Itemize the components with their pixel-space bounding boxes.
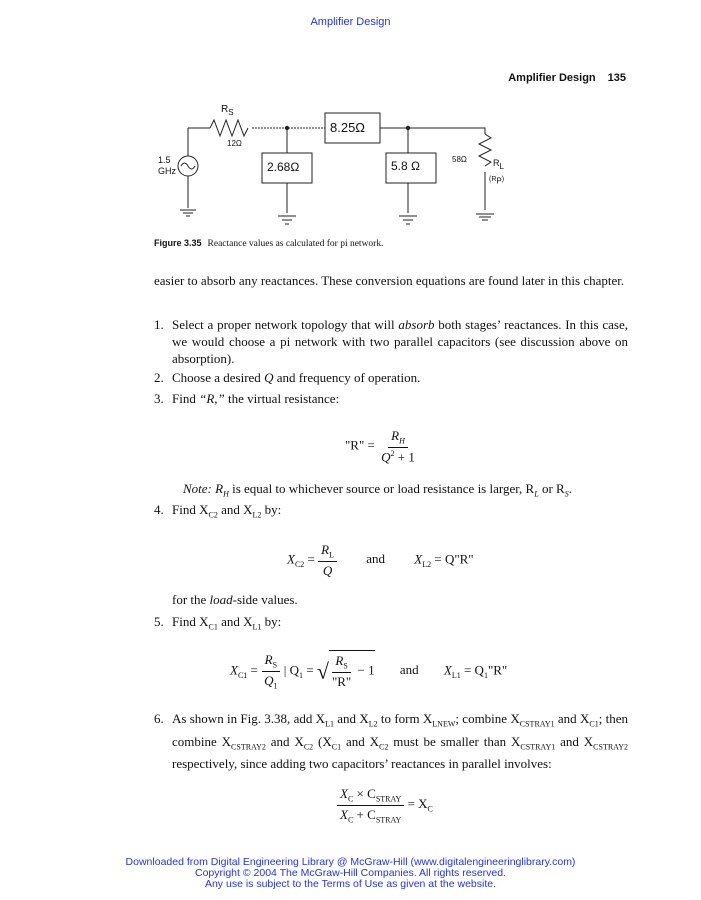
- equation-virtual-resistance: "R" = $\frac{R_H}{Q^2 + 1}$: [345, 428, 415, 464]
- pi-network-figure: [150, 98, 510, 230]
- rp-label: $(R_P)$: [489, 176, 505, 186]
- figure-caption: Figure 3.35 Reactance values as calculated for pi network.: [154, 238, 384, 249]
- footer-copyright[interactable]: Copyright © 2004 The McGraw-Hill Companies. All rights reserved.: [195, 867, 506, 879]
- paragraph: easier to absorb any reactances. These conversion equations are found later in this chapter.: [154, 273, 625, 288]
- equation-source-side: $X_{C1}$ = $\frac{R_S}{Q_1}$ | $Q_1$ = √ $\frac{R_S}{"R"}$ − 1 and $X_{L1}$ = $Q_1"R$": [230, 650, 507, 690]
- load-value: 58Ω: [452, 155, 467, 164]
- running-title: Amplifier Design: [508, 72, 596, 84]
- equation-load-side: $X_{C2}$ = $\frac{R_L}{Q}$ and $X_{L2}$ = Q"R": [287, 542, 474, 578]
- list-item-2: Choose a desired Q and frequency of operation.: [172, 370, 421, 385]
- list-number: 4.: [154, 502, 164, 517]
- footer: [0, 857, 701, 890]
- list-number: 2.: [154, 370, 164, 385]
- running-header: [508, 72, 626, 84]
- sqrt-sign: √: [316, 658, 329, 684]
- list-number: 1.: [154, 317, 164, 332]
- footer-link-line[interactable]: Downloaded from Digital Engineering Library @ McGraw-Hill (www.digitalengineeringlibrary.com): [125, 856, 576, 868]
- list-number: 3.: [154, 391, 164, 406]
- equation-parallel-capacitors: $\frac{X_C \times C_{STRAY}}{X_C + C_{STRAY}}$ = $X_C$: [337, 786, 433, 824]
- page-number: 135: [607, 72, 626, 84]
- shunt-reactance-2-value: 5.8 Ω: [391, 159, 420, 173]
- list-number: 6.: [154, 711, 164, 726]
- list-item-5: Find $X_{C1}$ and $X_{L1}$ by:: [172, 614, 282, 632]
- list-item-6: As shown in Fig. 3.38, add $X_{L1}$ and $X_{L2}$ to form $X_{LNEW}$; combine $X_{CSTRAY1}$ and $X_{C1}$; then combine $X_{CSTRAY2}$ and $X_{C2}$ ($X_{C1}$ and $X_{C2}$ must be smaller than $X_{CSTRAY1}$ and $X_{CSTRAY2}$ respectively, since adding two capacitors’ reactances in parallel involves:: [172, 711, 628, 772]
- source-label: 1.5 GHz: [158, 155, 176, 176]
- list-item-1: Select a proper network topology that will absorb both stages’ reactances. In this case, we would choose a pi network with two parallel capacitors (see discussion above on absorption).: [172, 317, 628, 366]
- rl-label: $R_L$: [493, 158, 504, 171]
- list-number: 5.: [154, 614, 164, 629]
- rs-value: 12Ω: [227, 139, 242, 148]
- shunt-reactance-1-value: 2.68Ω: [267, 160, 300, 174]
- list-item-4: Find $X_{C2}$ and $X_{L2}$ by:: [172, 502, 282, 520]
- series-reactance-value: 8.25Ω: [330, 120, 366, 135]
- rs-resistor: [210, 120, 248, 136]
- rs-label: $R_S$: [221, 104, 234, 117]
- footer-terms[interactable]: Any use is subject to the Terms of Use as given at the website.: [204, 878, 497, 890]
- list-item-3: Find “R,” the virtual resistance:: [172, 391, 340, 406]
- load-resistor: [479, 134, 491, 166]
- ground: [180, 210, 196, 216]
- note: Note: $R_H$ is equal to whichever source or load resistance is larger, $R_L$ or $R_S$.: [183, 481, 572, 499]
- load-side-text: for the load-side values.: [172, 592, 298, 607]
- top-header: Amplifier Design: [310, 16, 391, 28]
